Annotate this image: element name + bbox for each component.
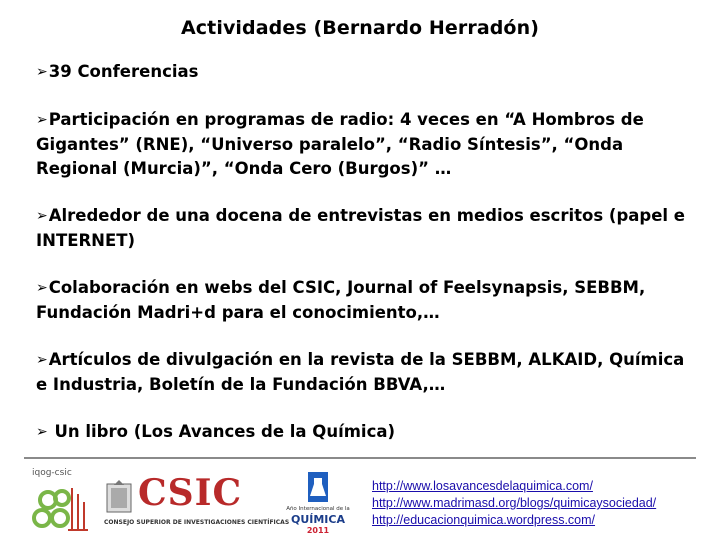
link-madrimasd[interactable]: http://www.madrimasd.org/blogs/quimicaysociedad/ <box>372 496 657 510</box>
footer-links <box>372 478 656 529</box>
bullet-item <box>36 276 696 325</box>
csic-emblem-icon <box>104 480 134 516</box>
link-educacionquimica[interactable]: http://educacionquimica.wordpress.com/ <box>372 513 596 527</box>
arrow-bullet-icon: ➢ <box>36 352 48 368</box>
csic-wordmark: CSIC <box>138 472 243 514</box>
bullet-text: Colaboración en webs del CSIC, Journal of Feelsynapsis, SEBBM, Fundación Madri+d para el conocimiento,… <box>36 278 646 322</box>
csic-subtitle: CONSEJO SUPERIOR DE INVESTIGACIONES CIENTÍFICAS <box>104 519 290 526</box>
bullet-text: Un libro (Los Avances de la Química) <box>48 422 396 441</box>
bullet-text: 39 Conferencias <box>48 62 199 81</box>
quimica-2011-logo <box>286 470 350 536</box>
bullet-item <box>36 60 696 85</box>
quimica-wordmark: QUÍMICA <box>290 513 345 526</box>
bullet-item <box>36 108 696 181</box>
link-losavances[interactable]: http://www.losavancesdelaquimica.com/ <box>372 479 593 493</box>
arrow-bullet-icon: ➢ <box>36 64 48 80</box>
bullet-text: Participación en programas de radio: 4 veces en “A Hombros de Gigantes” (RNE), “Universo paralelo”, “Radio Síntesis”, “Onda Regional (Murcia)”, “Onda Cero (Burgos)” … <box>36 110 644 178</box>
iqog-logo-text: iqog-csic <box>32 468 72 478</box>
bullet-text: Alrededor de una docena de entrevistas en medios escritos (papel e INTERNET) <box>36 206 685 250</box>
footer <box>0 464 720 540</box>
iqog-csic-logo <box>28 468 94 534</box>
bullet-list <box>36 60 696 468</box>
arrow-bullet-icon: ➢ <box>36 112 48 128</box>
slide-title: Actividades (Bernardo Herradón) <box>180 17 539 39</box>
bullet-item <box>36 204 696 253</box>
arrow-bullet-icon: ➢ <box>36 424 48 440</box>
bullet-text: Artículos de divulgación en la revista de la SEBBM, ALKAID, Química e Industria, Boletín de la Fundación BBVA,… <box>36 350 685 394</box>
quimica-year: 2011 <box>306 526 330 535</box>
arrow-bullet-icon: ➢ <box>36 208 48 224</box>
arrow-bullet-icon: ➢ <box>36 280 48 296</box>
flask-icon <box>286 470 350 506</box>
footer-divider <box>24 457 696 459</box>
bullet-item <box>36 420 696 445</box>
bullet-item <box>36 348 696 397</box>
csic-logo <box>104 472 290 530</box>
quimica-year-caption: Año Internacional de la <box>286 506 350 512</box>
